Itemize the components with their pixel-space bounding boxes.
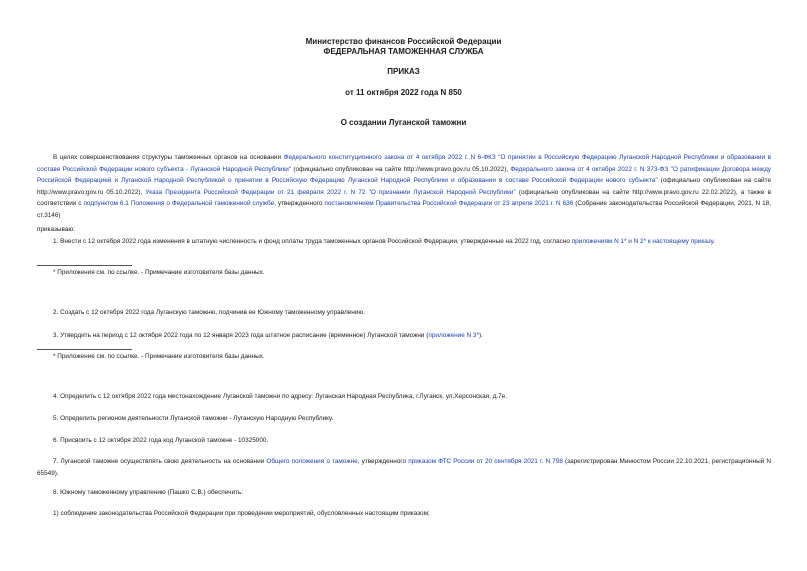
footnote-1: * Приложения см. по ссылке. - Примечание изготовителя базы данных. [53, 269, 265, 276]
link-appendix-2[interactable]: N 2* [633, 238, 647, 245]
document-type: ПРИКАЗ [387, 67, 420, 76]
preamble-text-1: В целях совершенствования структуры таможенных органов на основании [53, 154, 284, 161]
footnote-2: * Приложение см. по ссылке. - Примечание изготовителя базы данных. [53, 353, 265, 360]
link-subclause-6-1[interactable]: подпунктом 6.1 Положения о Федеральной таможенной службе [83, 200, 275, 207]
link-fts-order-798[interactable]: приказом ФТС России от 20 сентября 2021 г. N 798 [408, 458, 563, 465]
item-7 [37, 456, 771, 479]
orders-intro: приказываю: [37, 226, 75, 233]
link-appendix-1[interactable]: приложениям N 1* [571, 238, 627, 245]
ministry-title: Министерство финансов Российской Федерации [305, 37, 502, 46]
preamble-text-3: (официально опубликован на сайте http://www.pravo.gov.ru 05.10.2022), [37, 177, 771, 196]
item-4: 4. Определить с 12 октября 2022 года местонахождение Луганской таможни по адресу: Луганская Народная Республика, г.Луганск, ул.Херсонская, д.7е. [53, 393, 508, 400]
link-to-this-order[interactable]: к настоящему приказу [646, 238, 714, 245]
link-presidential-decree-72[interactable]: Указа Президента Российской Федерации от 21 февраля 2022 г. N 72 "О признании Луганской Народной Республики" [145, 188, 516, 196]
service-title: ФЕДЕРАЛЬНАЯ ТАМОЖЕННАЯ СЛУЖБА [323, 47, 484, 56]
preamble-text-6: (Собрание законодательства Российской Федерации, 2021, N 18, ст.3146) [37, 200, 771, 219]
link-federal-constitutional-law[interactable]: Федерального конституционного закона от 4 октября 2022 г. N 6-ФКЗ "О принятии в Российскую Федерацию Луганской Народной Республики и образовании в составе Российской Федерации нового субъекта - Луганской Народной Республики" [37, 154, 772, 173]
preamble-text-2: (официально опубликован на сайте http://www.pravo.gov.ru 05.10.2022), [291, 165, 511, 173]
link-federal-law-373[interactable]: Федерального закона от 4 октября 2022 г. N 373-ФЗ "О ратификации Договора между Российской Федерацией и Луганской Народной Республикой о принятии в Российскую Федерацию Луганской Народной Республики и образовании в составе Российской Федерации нового субъекта" [37, 165, 772, 184]
link-general-customs-regulation[interactable]: Общего положения о таможне [266, 458, 358, 465]
item-7-text-1: 7. Луганской таможне осуществлять свою деятельность на основании [53, 458, 267, 465]
document-subject: О создании Луганской таможни [340, 118, 467, 127]
document-date-number: от 11 октября 2022 года N 850 [345, 88, 462, 97]
item-1-and: и [626, 238, 634, 245]
item-2: 2. Создать с 12 октября 2022 года Луганскую таможню, подчинив ее Южному таможенному управлению. [53, 309, 365, 316]
item-8-subitem-1: 1) соблюдение законодательства Российской Федерации при проведении мероприятий, обусловленных настоящим приказом; [53, 510, 430, 517]
link-government-resolution-636[interactable]: постановлением Правительства Российской Федерации от 23 апреля 2021 г. N 636 [324, 200, 574, 207]
item-8: 8. Южному таможенному управлению (Пашко С.В.) обеспечить: [53, 489, 244, 496]
item-3-text-end: ). [478, 332, 483, 339]
footnote-divider-1 [37, 265, 132, 266]
item-7-text-2: , утвержденного [357, 458, 409, 465]
item-6: 6. Присвоить с 12 октября 2022 года код Луганской таможне - 10325000. [53, 437, 269, 444]
item-1-text-1: 1. Внести с 12 октября 2022 года изменения в штатную численность и фонд оплаты труда таможенных органов Российской Федерации, утвержденные на 2022 год, согласно [53, 238, 572, 245]
item-3-text-1: 3. Утвердить на период с 12 октября 2022 года по 12 января 2023 года штатное расписание (временное) Луганской таможни ( [53, 332, 429, 339]
item-7-text-3: (зарегистрирован Минюстом России 22.10.2021, регистрационный N 65549). [37, 458, 771, 477]
item-5: 5. Определить регионом деятельности Луганской таможни - Луганскую Народную Республику. [53, 415, 334, 422]
preamble-text-5: , утвержденного [274, 200, 325, 207]
item-3 [53, 331, 483, 341]
item-1-text-end: . [713, 238, 715, 245]
preamble-paragraph [37, 152, 771, 221]
link-appendix-3[interactable]: приложение N 3* [428, 332, 479, 339]
item-1 [37, 236, 771, 248]
footnote-divider-2 [37, 349, 132, 350]
preamble-text-4: (официально опубликован на сайте http://www.pravo.gov.ru 22.02.2022), а также в соответствии с [37, 188, 771, 207]
